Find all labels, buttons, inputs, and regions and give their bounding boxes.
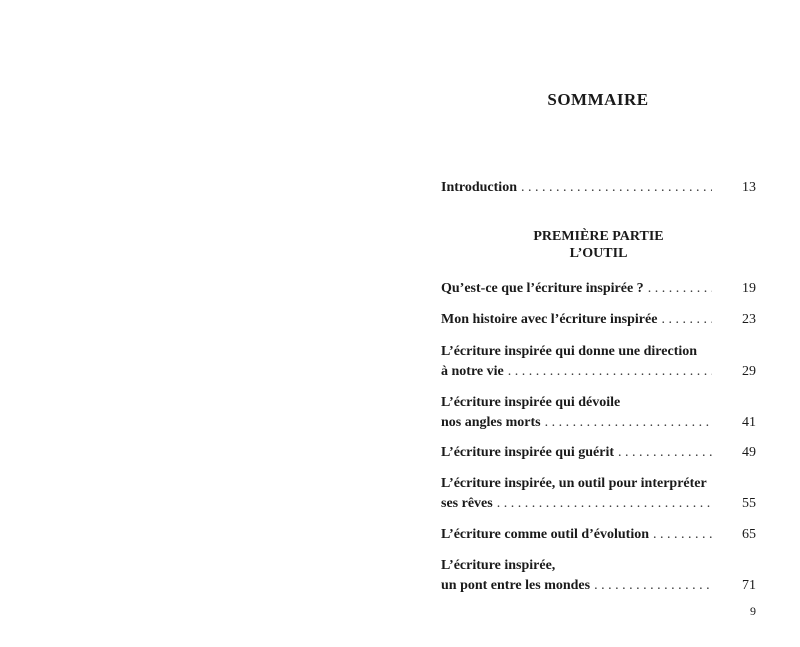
toc-entry-page: 55: [742, 496, 756, 511]
toc-entry-introduction[interactable]: [441, 178, 756, 198]
toc-entry[interactable]: [441, 443, 756, 463]
toc-entry-page: 65: [742, 527, 756, 542]
toc-entry[interactable]: [441, 279, 756, 299]
toc-entry-page: 41: [742, 415, 756, 430]
toc-entry[interactable]: [441, 310, 756, 330]
toc-entry-first-line: L’écriture inspirée,: [441, 558, 556, 573]
toc-entry-page: 49: [742, 445, 756, 460]
part-title: L’OUTIL: [569, 246, 628, 261]
toc-entry[interactable]: [441, 342, 756, 382]
dot-leader: [508, 362, 712, 382]
toc-entry-label: Mon histoire avec l’écriture inspirée: [441, 312, 658, 327]
toc-entry-label: Qu’est-ce que l’écriture inspirée ?: [441, 281, 644, 296]
toc-entry-first-line: L’écriture inspirée qui donne une direction: [441, 344, 698, 359]
toc-entry[interactable]: [441, 556, 756, 596]
toc-entry[interactable]: [441, 393, 756, 433]
toc-entry-label: L’écriture inspirée qui guérit: [441, 445, 615, 460]
dot-leader: [648, 279, 712, 299]
toc-entry-page: 19: [742, 281, 756, 296]
toc-entry-label: Introduction: [441, 180, 517, 195]
toc-entry-page: 29: [742, 364, 756, 379]
dot-leader: [661, 310, 712, 330]
toc-entry[interactable]: [441, 474, 756, 514]
page-title: SOMMAIRE: [547, 90, 649, 109]
dot-leader: [653, 525, 712, 545]
part-number: PREMIÈRE PARTIE: [533, 229, 664, 244]
dot-leader: [545, 413, 712, 433]
toc-entry-first-line: L’écriture inspirée qui dévoile: [441, 395, 621, 410]
dot-leader: [594, 576, 712, 596]
toc-entry-label: un pont entre les mondes: [441, 578, 591, 593]
toc-entry-page: 71: [742, 578, 756, 593]
page-number: 9: [750, 604, 756, 618]
dot-leader: [618, 443, 712, 463]
dot-leader: [497, 494, 712, 514]
toc-entry[interactable]: [441, 525, 756, 545]
part-heading: [441, 228, 756, 262]
dot-leader: [521, 178, 712, 198]
toc-entry-label: ses rêves: [441, 496, 493, 511]
toc-entry-label: L’écriture comme outil d’évolution: [441, 527, 650, 542]
toc-entry-first-line: L’écriture inspirée, un outil pour interpréter: [441, 476, 707, 491]
toc-entry-label: nos angles morts: [441, 415, 541, 430]
toc-entry-page: 23: [742, 312, 756, 327]
toc-entry-page: 13: [742, 180, 756, 195]
toc-entry-label: à notre vie: [441, 364, 504, 379]
table-of-contents: [441, 0, 756, 647]
